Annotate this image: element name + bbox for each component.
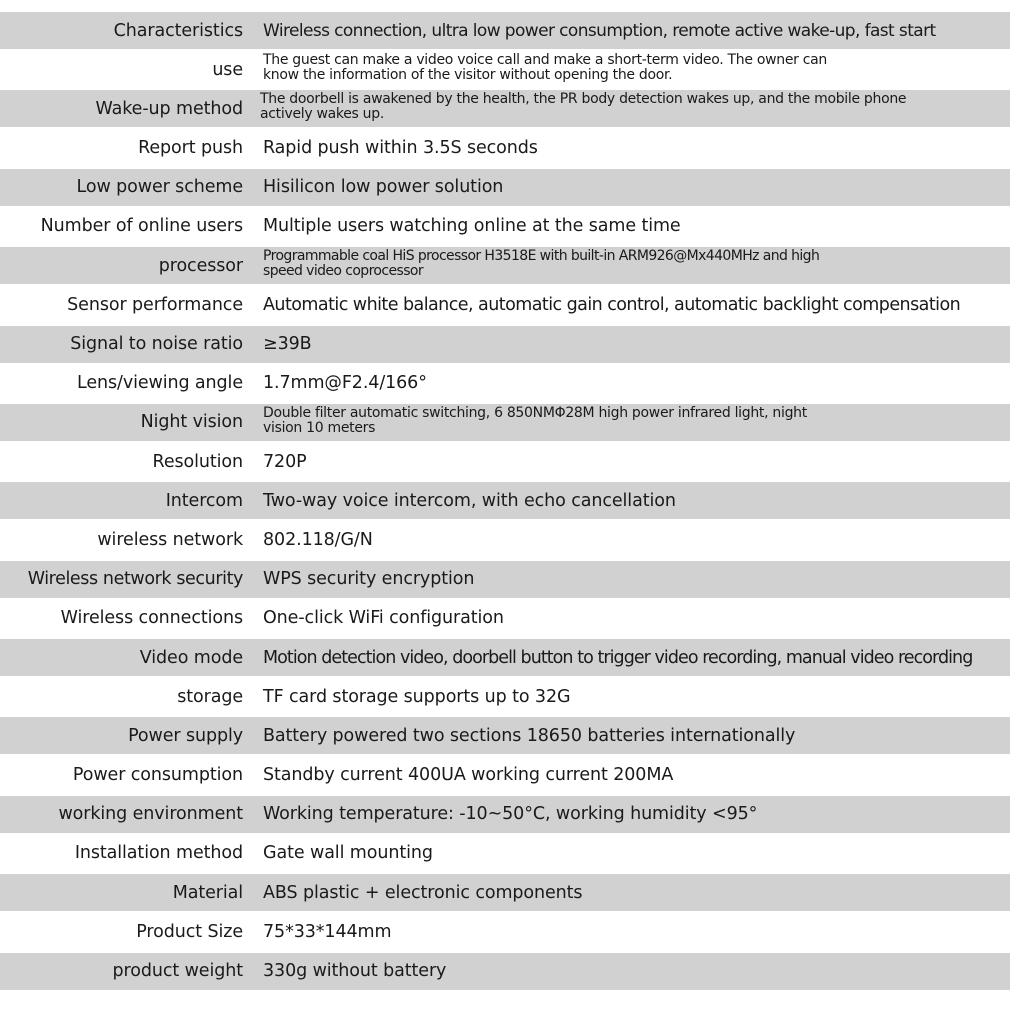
spec-value: Battery powered two sections 18650 batteries internationally xyxy=(263,725,796,746)
spec-value: One-click WiFi configuration xyxy=(263,608,504,629)
spec-value: Automatic white balance, automatic gain control, automatic backlight compensation xyxy=(263,294,961,315)
spec-label: Low power scheme xyxy=(76,177,243,198)
spec-value: The guest can make a video voice call and make a short-term video. The owner can know the information of the visitor without opening the door. xyxy=(263,52,827,84)
spec-label: Material xyxy=(172,882,243,903)
spec-label: Sensor performance xyxy=(67,294,243,315)
spec-value: 720P xyxy=(263,451,307,472)
spec-row xyxy=(0,600,1010,639)
spec-row xyxy=(0,678,1010,717)
spec-label: Night vision xyxy=(140,412,243,433)
spec-label: Wake-up method xyxy=(95,98,243,119)
spec-label: Wireless network security xyxy=(27,569,243,590)
spec-row xyxy=(0,365,1010,404)
spec-row xyxy=(0,247,1010,286)
spec-label: Number of online users xyxy=(40,216,243,237)
spec-label: use xyxy=(212,59,243,80)
spec-row xyxy=(0,130,1010,169)
spec-row xyxy=(0,561,1010,600)
spec-value: 1.7mm@F2.4/166° xyxy=(263,373,427,394)
spec-value: Rapid push within 3.5S seconds xyxy=(263,138,538,159)
spec-value: Gate wall mounting xyxy=(263,843,433,864)
spec-value: Hisilicon low power solution xyxy=(263,177,504,198)
spec-label: Signal to noise ratio xyxy=(70,334,243,354)
spec-value: WPS security encryption xyxy=(263,569,475,590)
spec-label: processor xyxy=(158,255,243,276)
spec-value: 330g without battery xyxy=(263,961,447,981)
spec-label: Lens/viewing angle xyxy=(77,373,243,394)
spec-label: storage xyxy=(177,686,243,707)
spec-table xyxy=(0,12,1010,992)
spec-value: 75*33*144mm xyxy=(263,921,392,942)
spec-label: Power consumption xyxy=(72,765,243,786)
spec-row xyxy=(0,796,1010,835)
spec-row xyxy=(0,639,1010,678)
spec-label: Installation method xyxy=(74,843,243,864)
spec-value: 802.118/G/N xyxy=(263,529,373,550)
spec-row xyxy=(0,717,1010,756)
spec-row xyxy=(0,913,1010,952)
spec-value: The doorbell is awakened by the health, the PR body detection wakes up, and the mobile phone actively wakes up. xyxy=(260,91,907,123)
spec-value: Double filter automatic switching, 6 850NMΦ28M high power infrared light, night vision 10 meters xyxy=(263,404,807,436)
spec-label: Power supply xyxy=(128,725,243,746)
spec-value: TF card storage supports up to 32G xyxy=(263,686,571,707)
spec-row xyxy=(0,169,1010,208)
spec-label: product weight xyxy=(112,961,243,981)
spec-row xyxy=(0,953,1010,992)
spec-row xyxy=(0,12,1010,51)
spec-row xyxy=(0,90,1010,129)
spec-row xyxy=(0,404,1010,443)
spec-value: Wireless connection, ultra low power consumption, remote active wake-up, fast start xyxy=(263,20,936,41)
spec-value: Motion detection video, doorbell button to trigger video recording, manual video recording xyxy=(263,647,973,668)
spec-label: Characteristics xyxy=(113,20,243,41)
spec-value: ABS plastic + electronic components xyxy=(263,882,583,903)
spec-label: Product Size xyxy=(136,921,243,942)
spec-label: Resolution xyxy=(152,451,243,472)
spec-value: ≥39B xyxy=(263,334,312,354)
spec-value: Multiple users watching online at the same time xyxy=(263,216,681,237)
spec-row xyxy=(0,482,1010,521)
spec-row xyxy=(0,286,1010,325)
spec-label: Wireless connections xyxy=(60,608,243,629)
spec-value: Programmable coal HiS processor H3518E with built-in ARM926@Mx440MHz and high speed video coprocessor xyxy=(263,248,820,280)
spec-value: Standby current 400UA working current 200MA xyxy=(263,765,674,786)
spec-row xyxy=(0,874,1010,913)
spec-row xyxy=(0,443,1010,482)
spec-label: Video mode xyxy=(139,647,243,668)
spec-row xyxy=(0,51,1010,90)
spec-row xyxy=(0,521,1010,560)
spec-label: working environment xyxy=(58,804,243,825)
spec-row xyxy=(0,208,1010,247)
spec-row xyxy=(0,757,1010,796)
spec-label: wireless network xyxy=(97,529,243,550)
spec-value: Two-way voice intercom, with echo cancellation xyxy=(263,490,676,511)
spec-label: Report push xyxy=(138,138,243,159)
spec-label: Intercom xyxy=(165,490,243,511)
spec-row xyxy=(0,326,1010,365)
spec-value: Working temperature: -10~50°C, working humidity <95° xyxy=(263,804,758,825)
spec-row xyxy=(0,835,1010,874)
